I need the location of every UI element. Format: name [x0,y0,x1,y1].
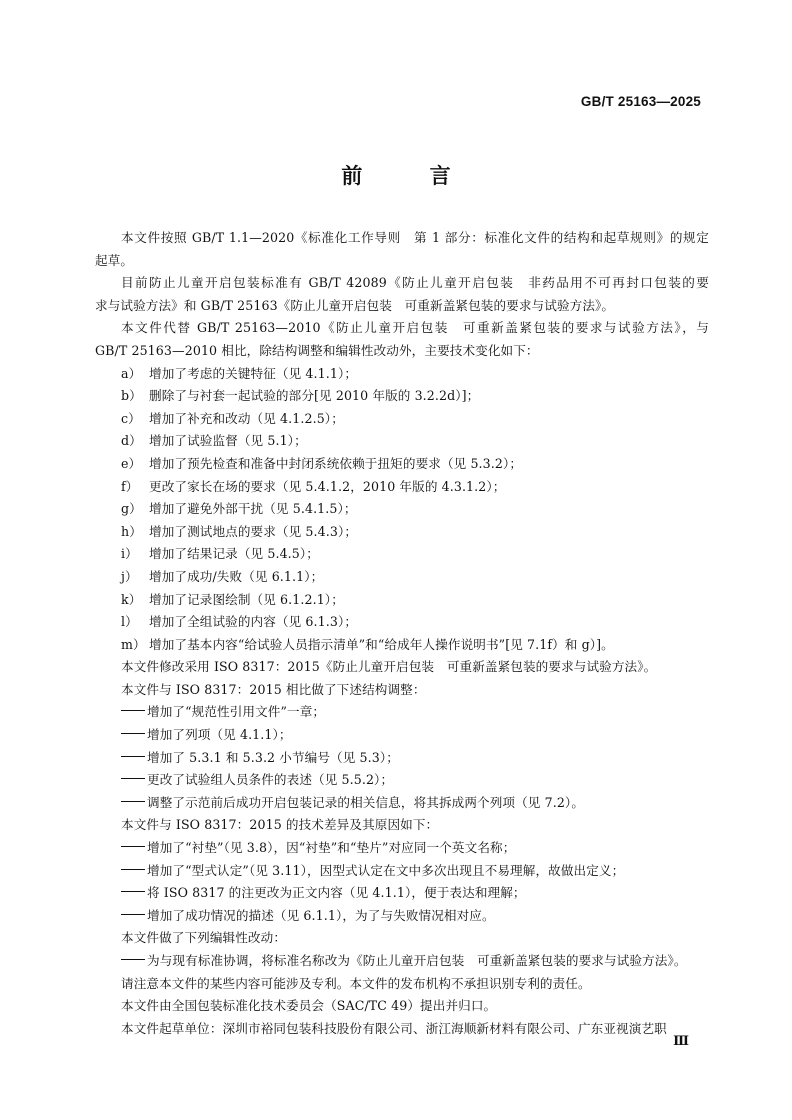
list-item [95,589,709,612]
list-text: 增加了测试地点的要求（见 5.4.3）； [149,523,358,539]
paragraph-existing-standards-cont: 求与试验方法》和 GB/T 25163《防止儿童开启包装 可重新盖紧包装的要求与试验方法》。 [95,297,615,313]
list-item [95,634,709,657]
dash-item [95,837,709,860]
list-label: e） [121,455,142,471]
list-item [95,408,709,431]
list-item [95,385,709,408]
list-text: 删除了与衬套一起试验的部分[见 2010 年版的 3.2.2d）]； [149,388,480,404]
list-item [95,453,709,476]
paragraph-drafting-units: 本文件起草单位：深圳市裕同包装科技股份有限公司、浙江海顺新材料有限公司、广东亚视演艺职 [121,1020,667,1036]
dash-text: 更改了试验组人员条件的表述（见 5.5.2）； [147,772,394,788]
paragraph-replaces-cont: GB/T 25163—2010 相比，除结构调整和编辑性改动外，主要技术变化如下： [95,342,539,358]
dash-item [95,724,709,747]
paragraph-drafting-rules-cont: 起草。 [95,252,134,268]
list-text: 增加了考虑的关键特征（见 4.1.1）； [149,365,358,381]
dash-marker [121,842,147,852]
dash-text: 增加了成功情况的描述（见 6.1.1），为了与失败情况相对应。 [147,907,495,923]
dash-marker [121,706,147,716]
paragraph-replaces: 本文件代替 GB/T 25163—2010《防止儿童开启包装 可重新盖紧包装的要求与试验方法》，与 [121,320,709,336]
list-text: 增加了全组试验的内容（见 6.1.3）； [149,614,358,630]
dash-marker [121,955,147,965]
list-label: d） [121,433,142,449]
list-item [95,430,709,453]
list-text: 增加了记录图绘制（见 6.1.2.1）； [149,591,344,607]
paragraph-drafting-rules: 本文件按照 GB/T 1.1—2020《标准化工作导则 第 1 部分：标准化文件的结构和起草规则》的规定 [121,230,709,245]
list-label: l） [121,614,138,630]
dash-item [95,905,709,928]
list-text: 增加了避免外部干扰（见 5.4.1.5）； [149,501,357,517]
paragraph-technical-differences-intro: 本文件与 ISO 8317：2015 的技术差异及其原因如下： [121,817,439,833]
list-item [95,521,709,544]
dash-marker [121,774,147,784]
dash-marker [121,729,147,739]
dash-text: 调整了示范前后成功开启包装记录的相关信息，将其拆成两个列项（见 7.2）。 [147,794,585,810]
dash-item [95,860,709,883]
dash-marker [121,797,147,807]
list-item [95,611,709,634]
dash-marker [121,752,147,762]
list-label: i） [121,546,138,562]
page-title: 前 言 [341,164,481,188]
dash-marker [121,910,147,920]
standard-code: GB/T 25163—2025 [580,94,701,109]
dash-text: 增加了列项（见 4.1.1）； [147,727,292,743]
dash-item [95,769,709,792]
dash-item [95,701,709,724]
list-label: g） [121,501,142,517]
list-item [95,476,709,499]
dash-text: 增加了“型式认定”（见 3.11），因型式认定在文中多次出现且不易理解，故做出定义； [147,862,625,878]
dash-item [95,792,709,815]
dash-marker [121,887,147,897]
list-label: j） [121,568,138,584]
dash-text: 增加了“规范性引用文件”一章； [147,704,326,720]
paragraph-structural-changes-intro: 本文件与 ISO 8317：2015 相比做了下述结构调整： [121,681,426,697]
list-label: f） [121,478,139,494]
paragraph-adoption: 本文件修改采用 ISO 8317：2015《防止儿童开启包装 可重新盖紧包装的要求与试验方法》。 [121,659,657,675]
dash-text: 将 ISO 8317 的注更改为正文内容（见 4.1.1），便于表达和理解； [147,885,526,901]
page-number: Ⅲ [673,1033,689,1048]
dash-text: 增加了“衬垫”（见 3.8），因“衬垫”和“垫片”对应同一个英文名称； [147,840,516,856]
list-label: k） [121,591,142,607]
paragraph-proposer: 本文件由全国包装标准化技术委员会（SAC/TC 49）提出并归口。 [121,998,497,1014]
list-text: 增加了补充和改动（见 4.1.2.5）； [149,410,344,426]
paragraph-patent-notice: 请注意本文件的某些内容可能涉及专利。本文件的发布机构不承担识别专利的责任。 [121,975,591,991]
list-text: 增加了基本内容“给试验人员指示清单”和“给成年人操作说明书”[见 7.1f）和 g）]。 [149,636,614,652]
dash-item [95,950,709,973]
list-item [95,543,709,566]
list-item [95,363,709,386]
list-item [95,566,709,589]
list-text: 增加了成功/失败（见 6.1.1）； [149,568,324,584]
list-label: a） [121,365,142,381]
paragraph-editorial-intro: 本文件做了下列编辑性改动： [121,930,287,946]
dash-item [95,747,709,770]
document-body [95,227,709,1040]
list-label: h） [121,523,142,539]
dash-text: 增加了 5.3.1 和 5.3.2 小节编号（见 5.3）； [147,749,399,765]
dash-marker [121,865,147,875]
dash-item [95,882,709,905]
list-label: m） [121,636,146,652]
list-text: 增加了试验监督（见 5.1）； [149,433,307,449]
paragraph-existing-standards: 目前防止儿童开启包装标准有 GB/T 42089《防止儿童开启包装 非药品用不可再封口包装的要 [121,275,709,291]
list-label: b） [121,388,142,404]
list-text: 更改了家长在场的要求（见 5.4.1.2，2010 年版的 4.3.1.2）； [149,478,506,494]
list-label: c） [121,410,141,426]
list-text: 增加了结果记录（见 5.4.5）； [149,546,319,562]
dash-text: 为与现有标准协调，将标准名称改为《防止儿童开启包装 可重新盖紧包装的要求与试验方法》。 [147,953,687,968]
list-text: 增加了预先检查和准备中封闭系统依赖于扭矩的要求（见 5.3.2）； [149,455,523,471]
list-item [95,498,709,521]
